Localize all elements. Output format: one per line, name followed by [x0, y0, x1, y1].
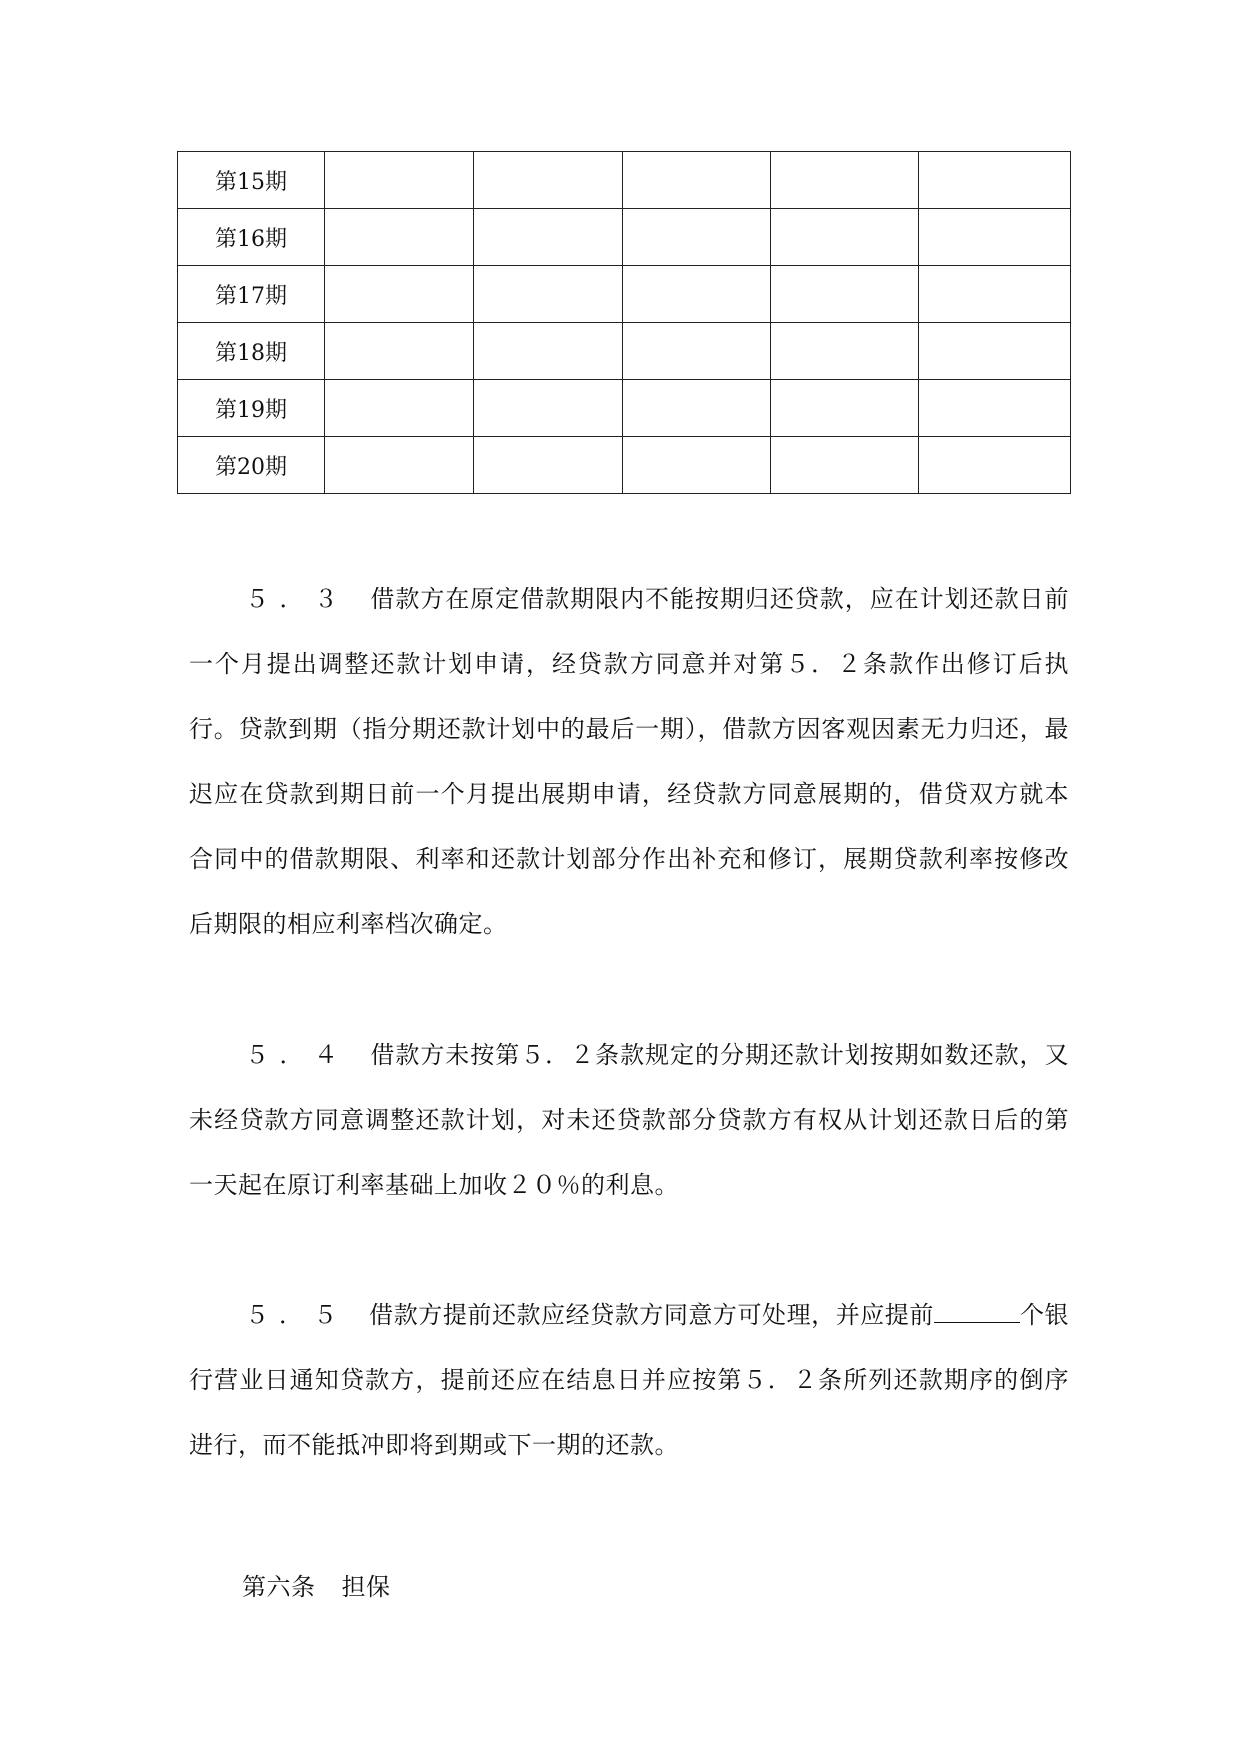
table-cell	[919, 323, 1071, 380]
section-number: ５．４	[245, 1041, 349, 1069]
table-cell	[623, 323, 771, 380]
table-cell	[474, 266, 623, 323]
table-cell	[325, 380, 474, 437]
table-cell	[623, 266, 771, 323]
section-text-before-blank: 借款方提前还款应经贷款方同意方可处理，并应提前	[369, 1301, 934, 1329]
table-cell	[325, 266, 474, 323]
table-cell	[771, 437, 919, 494]
section-text-after-blank: 个银行营业日通知贷款方，提前还应在结息日并应按第５．２条所列还款期序的倒序进行，而不能抵冲即将到期或下一期的还款。	[189, 1301, 1070, 1459]
repayment-schedule-table	[177, 151, 1071, 494]
period-label: 第17期	[178, 266, 325, 323]
table-cell	[474, 209, 623, 266]
period-label: 第16期	[178, 209, 325, 266]
table-row	[178, 437, 1071, 494]
table-row	[178, 323, 1071, 380]
article-6-heading	[242, 1567, 391, 1607]
table-cell	[623, 152, 771, 209]
table-cell	[623, 437, 771, 494]
period-label: 第15期	[178, 152, 325, 209]
section-5-4-paragraph	[189, 1023, 1069, 1218]
table-cell	[919, 152, 1071, 209]
section-text: 借款方在原定借款期限内不能按期归还贷款，应在计划还款日前一个月提出调整还款计划申请，经贷款方同意并对第５．２条款作出修订后执行。贷款到期（指分期还款计划中的最后一期），借款方因客观因素无力归还，最迟应在贷款到期日前一个月提出展期申请，经贷款方同意展期的，借贷双方就本合同中的借款期限、利率和还款计划部分作出补充和修订，展期贷款利率按修改后期限的相应利率档次确定。	[189, 585, 1070, 938]
table-cell	[623, 380, 771, 437]
table-cell	[474, 152, 623, 209]
table-cell	[474, 437, 623, 494]
table-row	[178, 152, 1071, 209]
table-cell	[474, 380, 623, 437]
table-cell	[919, 209, 1071, 266]
section-5-3-paragraph	[189, 567, 1069, 957]
table-cell	[771, 209, 919, 266]
section-number: ５．５	[245, 1301, 348, 1329]
period-label: 第18期	[178, 323, 325, 380]
table-cell	[325, 209, 474, 266]
table-cell	[919, 380, 1071, 437]
table-cell	[474, 323, 623, 380]
table-cell	[919, 266, 1071, 323]
article-label: 第六条	[242, 1573, 316, 1601]
article-title: 担保	[341, 1573, 391, 1601]
period-label: 第19期	[178, 380, 325, 437]
table-row	[178, 209, 1071, 266]
table-row	[178, 266, 1071, 323]
table-row	[178, 380, 1071, 437]
table-cell	[771, 323, 919, 380]
section-text: 借款方未按第５．２条款规定的分期还款计划按期如数还款，又未经贷款方同意调整还款计划，对未还贷款部分贷款方有权从计划还款日后的第一天起在原订利率基础上加收２０％的利息。	[189, 1041, 1070, 1199]
table-cell	[771, 152, 919, 209]
table-cell	[771, 266, 919, 323]
table-cell	[623, 209, 771, 266]
period-label: 第20期	[178, 437, 325, 494]
table-cell	[325, 323, 474, 380]
table-cell	[919, 437, 1071, 494]
section-number: ５．３	[245, 585, 349, 613]
table-cell	[325, 152, 474, 209]
table-cell	[771, 380, 919, 437]
table-cell	[325, 437, 474, 494]
section-5-5-paragraph	[189, 1283, 1069, 1478]
fill-in-blank	[934, 1298, 1020, 1323]
